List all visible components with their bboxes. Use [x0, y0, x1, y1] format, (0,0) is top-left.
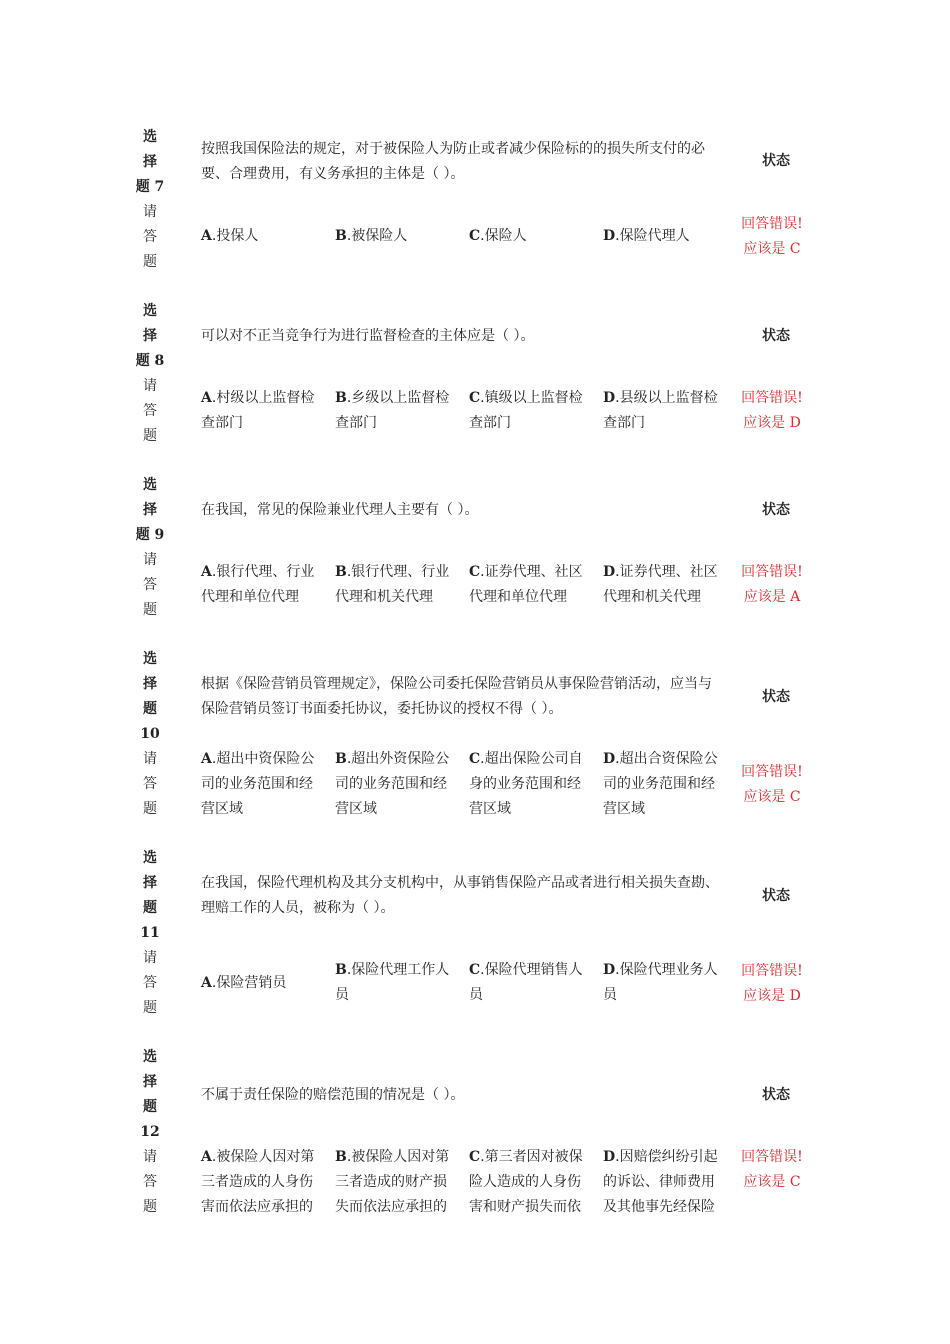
- text-label: 11: [140, 925, 160, 941]
- text-label: C: [469, 962, 481, 978]
- text-label: 题 7: [135, 179, 165, 195]
- option-a[interactable]: [201, 560, 319, 610]
- text-label: .被保险人因对第三者造成的财产损失而依法应承担的: [335, 1149, 450, 1215]
- text-label: 请: [143, 950, 157, 966]
- text-label: C: [469, 228, 481, 244]
- question-text: 不属于责任保险的赔偿范围的情况是（ ）。: [201, 1087, 465, 1103]
- option-d[interactable]: [603, 560, 721, 610]
- text-label: .因赔偿纠纷引起的诉讼、律师费用及其他事先经保险: [603, 1149, 718, 1215]
- text-label: D: [603, 390, 616, 406]
- question-text: 根据《保险营销员管理规定》，保险公司委托保险营销员从事保险营销活动，应当与保险营销员签订书面委托协议，委托协议的授权不得（ ）。: [201, 676, 712, 717]
- text-label: D: [603, 751, 616, 767]
- text-label: A: [201, 975, 212, 991]
- text-label: D: [603, 962, 616, 978]
- text-label: .县级以上监督检查部门: [603, 390, 718, 431]
- text-label: A: [201, 751, 212, 767]
- text-label: 选: [143, 1049, 157, 1065]
- option-c[interactable]: [469, 747, 587, 822]
- text-label: 回答错误!: [741, 216, 803, 232]
- text-label: B: [335, 228, 347, 244]
- text-label: 题 8: [135, 353, 165, 369]
- text-label: 回答错误!: [741, 963, 803, 979]
- text-label: .保险代理销售人员: [469, 962, 583, 1003]
- text-label: .保险代理人: [615, 228, 690, 244]
- text-label: .乡级以上监督检查部门: [335, 390, 450, 431]
- question-number: [130, 1045, 170, 1220]
- text-label: A: [201, 564, 212, 580]
- text-label: 答: [143, 229, 157, 245]
- text-label: B: [335, 1149, 347, 1165]
- option-a[interactable]: [201, 971, 319, 996]
- text-label: B: [335, 751, 347, 767]
- text-label: D: [603, 228, 616, 244]
- option-b[interactable]: [335, 386, 453, 436]
- option-b[interactable]: [335, 958, 453, 1008]
- text-label: 请: [143, 1149, 157, 1165]
- text-label: 题: [143, 801, 157, 817]
- option-c[interactable]: [469, 1145, 587, 1220]
- text-label: 选: [143, 129, 157, 145]
- text-label: 10: [140, 726, 160, 742]
- text-label: 择: [143, 676, 157, 692]
- text-label: 题: [143, 701, 157, 717]
- text-label: .被保险人因对第三者造成的人身伤害而依法应承担的: [201, 1149, 315, 1215]
- text-label: C: [469, 1149, 481, 1165]
- text-label: .保险代理工作人员: [335, 962, 450, 1003]
- text-label: B: [335, 962, 347, 978]
- option-d[interactable]: [603, 1145, 721, 1220]
- status-label: 状态: [762, 888, 790, 904]
- text-label: 题: [143, 428, 157, 444]
- text-label: .超出保险公司自身的业务范围和经营区域: [469, 751, 583, 817]
- option-b[interactable]: [335, 747, 453, 822]
- text-label: 题 9: [135, 527, 165, 543]
- text-label: 题: [143, 1000, 157, 1016]
- text-label: 题: [143, 1199, 157, 1215]
- text-label: 答: [143, 577, 157, 593]
- status-label: 状态: [762, 689, 790, 705]
- option-a[interactable]: [201, 224, 319, 249]
- question-number: [130, 647, 170, 822]
- text-label: C: [469, 751, 481, 767]
- question-text: 在我国，保险代理机构及其分支机构中，从事销售保险产品或者进行相关损失查勘、理赔工作的人员，被称为（ ）。: [201, 875, 719, 916]
- text-label: .证券代理、社区代理和单位代理: [469, 564, 583, 605]
- option-a[interactable]: [201, 1145, 319, 1220]
- option-c[interactable]: [469, 560, 587, 610]
- status-label: 状态: [762, 153, 790, 169]
- text-label: .被保险人: [346, 228, 408, 244]
- option-c[interactable]: [469, 224, 587, 249]
- text-label: B: [335, 564, 347, 580]
- question-text: 按照我国保险法的规定，对于被保险人为防止或者减少保险标的的损失所支付的必要、合理费用，有义务承担的主体是（ ）。: [201, 141, 705, 182]
- question-number: [130, 125, 170, 275]
- option-d[interactable]: [603, 958, 721, 1008]
- text-label: .证券代理、社区代理和机关代理: [603, 564, 718, 605]
- text-label: 答: [143, 776, 157, 792]
- text-label: .保险人: [480, 228, 527, 244]
- option-d[interactable]: [603, 747, 721, 822]
- text-label: 应该是 C: [743, 241, 801, 257]
- status-label: 状态: [762, 1087, 790, 1103]
- answer-feedback: [736, 560, 808, 610]
- text-label: 择: [143, 875, 157, 891]
- text-label: 选: [143, 850, 157, 866]
- text-label: .超出合资保险公司的业务范围和经营区域: [603, 751, 718, 817]
- option-c[interactable]: [469, 386, 587, 436]
- option-a[interactable]: [201, 386, 319, 436]
- answer-feedback: [736, 1145, 808, 1195]
- text-label: A: [201, 390, 212, 406]
- text-label: 择: [143, 328, 157, 344]
- text-label: 请: [143, 552, 157, 568]
- option-c[interactable]: [469, 958, 587, 1008]
- option-b[interactable]: [335, 1145, 453, 1220]
- text-label: 回答错误!: [741, 564, 803, 580]
- text-label: 请: [143, 751, 157, 767]
- question-text: 可以对不正当竞争行为进行监督检查的主体应是（ ）。: [201, 328, 535, 344]
- option-d[interactable]: [603, 386, 721, 436]
- text-label: 应该是 C: [743, 1174, 801, 1190]
- text-label: .银行代理、行业代理和机关代理: [335, 564, 450, 605]
- text-label: A: [201, 228, 212, 244]
- text-label: 回答错误!: [741, 1149, 803, 1165]
- text-label: 择: [143, 502, 157, 518]
- text-label: 应该是 A: [743, 589, 801, 605]
- option-d[interactable]: [603, 224, 721, 249]
- text-label: 选: [143, 477, 157, 493]
- answer-feedback: [736, 212, 808, 262]
- text-label: D: [603, 1149, 616, 1165]
- text-label: 题: [143, 602, 157, 618]
- status-label: 状态: [762, 502, 790, 518]
- text-label: 请: [143, 204, 157, 220]
- answer-feedback: [736, 386, 808, 436]
- option-b[interactable]: [335, 560, 453, 610]
- text-label: D: [603, 564, 616, 580]
- text-label: 应该是 D: [743, 988, 801, 1004]
- text-label: .镇级以上监督检查部门: [469, 390, 583, 431]
- text-label: .第三者因对被保险人造成的人身伤害和财产损失而依: [469, 1149, 583, 1215]
- text-label: 答: [143, 1174, 157, 1190]
- text-label: 题: [143, 254, 157, 270]
- text-label: 选: [143, 651, 157, 667]
- text-label: 择: [143, 1074, 157, 1090]
- text-label: 12: [140, 1124, 160, 1140]
- answer-feedback: [736, 959, 808, 1009]
- text-label: A: [201, 1149, 212, 1165]
- text-label: 应该是 C: [743, 789, 801, 805]
- text-label: 题: [143, 900, 157, 916]
- text-label: .保险代理业务人员: [603, 962, 718, 1003]
- question-text: 在我国，常见的保险兼业代理人主要有（ ）。: [201, 502, 479, 518]
- text-label: .超出中资保险公司的业务范围和经营区域: [201, 751, 315, 817]
- text-label: .投保人: [211, 228, 259, 244]
- text-label: B: [335, 390, 347, 406]
- text-label: .保险营销员: [211, 975, 287, 991]
- answer-feedback: [736, 760, 808, 810]
- text-label: 请: [143, 378, 157, 394]
- text-label: 选: [143, 303, 157, 319]
- option-b[interactable]: [335, 224, 453, 249]
- text-label: 题: [143, 1099, 157, 1115]
- status-label: 状态: [762, 328, 790, 344]
- text-label: 答: [143, 975, 157, 991]
- text-label: 答: [143, 403, 157, 419]
- question-number: [130, 299, 170, 449]
- text-label: 回答错误!: [741, 390, 803, 406]
- text-label: .超出外资保险公司的业务范围和经营区域: [335, 751, 450, 817]
- text-label: 回答错误!: [741, 764, 803, 780]
- text-label: C: [469, 390, 481, 406]
- question-number: [130, 473, 170, 623]
- text-label: 择: [143, 154, 157, 170]
- text-label: .村级以上监督检查部门: [201, 390, 315, 431]
- text-label: 应该是 D: [743, 415, 801, 431]
- text-label: C: [469, 564, 481, 580]
- text-label: .银行代理、行业代理和单位代理: [201, 564, 315, 605]
- option-a[interactable]: [201, 747, 319, 822]
- question-number: [130, 846, 170, 1021]
